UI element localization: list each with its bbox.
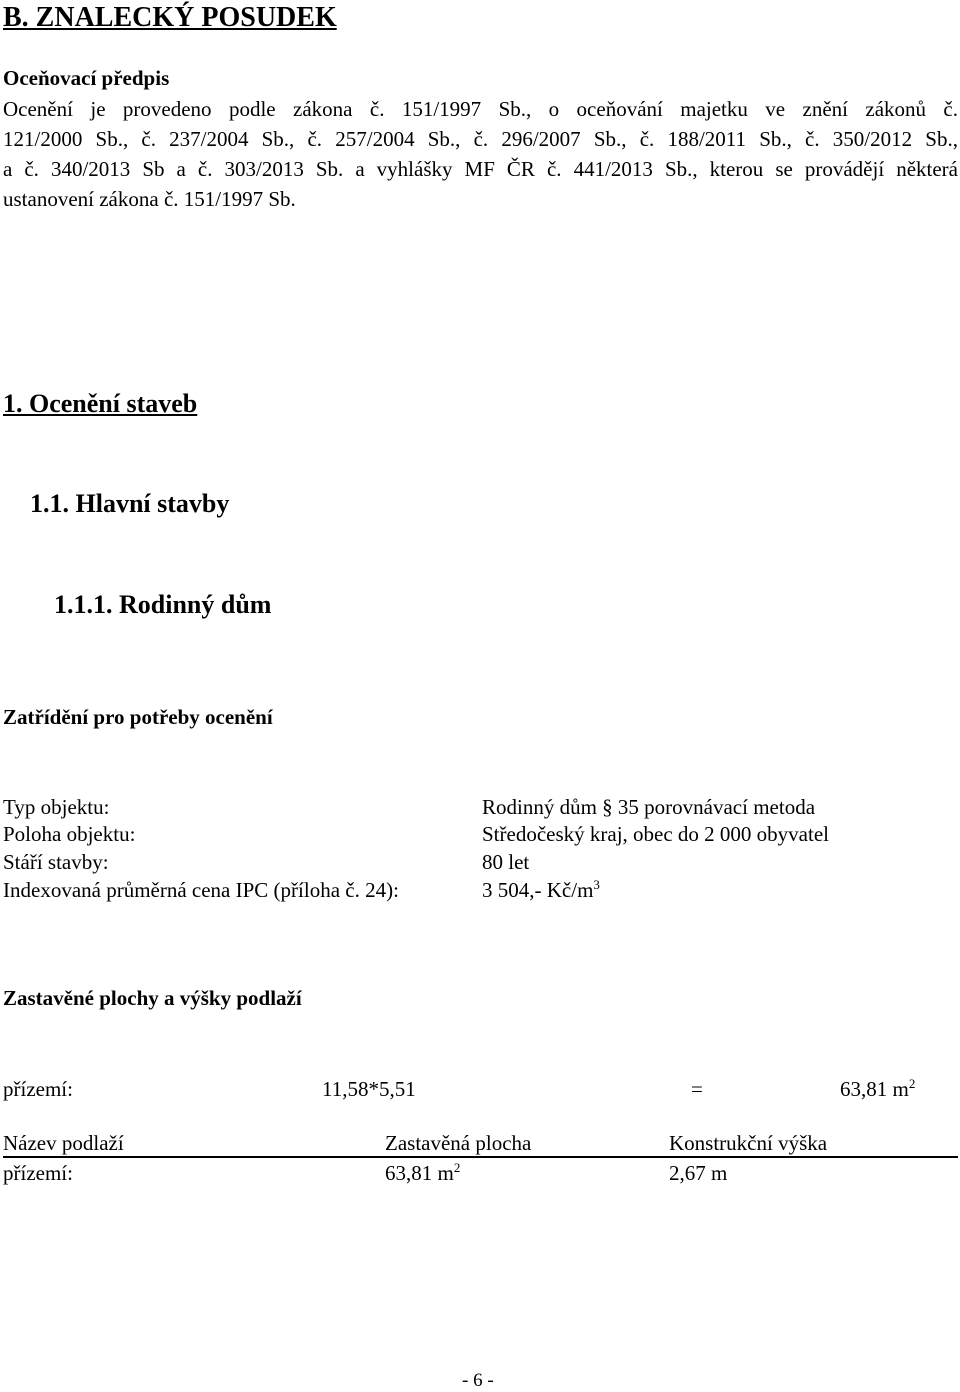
page-number: - 6 - [462, 1370, 494, 1391]
classification-value: 80 let [482, 850, 530, 874]
calc-equals: = [691, 1077, 703, 1101]
calc-result [840, 1077, 915, 1102]
areas-title: Zastavěné plochy a výšky podlaží [3, 986, 302, 1010]
document-heading: B. ZNALECKÝ POSUDEK [3, 2, 337, 33]
table-cell-area [385, 1161, 460, 1186]
calc-result-value: 63,81 m [840, 1077, 909, 1101]
paragraph-line: Ocenění je provedeno podle zákona č. 151/1997 Sb., o oceňování majetku ve znění zákonů č. [3, 97, 958, 121]
ipc-value: 3 504,- Kč/m [482, 878, 594, 902]
section-1-heading: 1. Ocenění staveb [3, 389, 198, 418]
classification-value: Rodinný dům § 35 porovnávací metoda [482, 795, 816, 819]
table-header-floor: Název podlaží [3, 1131, 124, 1155]
paragraph-line: 121/2000 Sb., č. 237/2004 Sb., č. 257/2004 Sb., č. 296/2007 Sb., č. 188/2011 Sb., č. 350/2012 Sb., [3, 127, 958, 151]
table-cell-floor: přízemí: [3, 1161, 73, 1185]
ipc-unit-exponent: 3 [593, 877, 600, 892]
assessment-rule-title: Oceňovací předpis [3, 66, 170, 90]
table-header-height: Konstrukční výška [669, 1131, 828, 1155]
classification-label: Stáří stavby: [3, 850, 109, 874]
table-header-area: Zastavěná plocha [385, 1131, 532, 1155]
classification-label: Poloha objektu: [3, 822, 136, 846]
section-1-1-1-heading: 1.1.1. Rodinný dům [54, 590, 272, 619]
table-cell-area-exponent: 2 [453, 1160, 461, 1175]
table-header-rule [3, 1156, 958, 1158]
table-cell-area-value: 63,81 m [385, 1161, 454, 1185]
paragraph-line: a č. 340/2013 Sb a č. 303/2013 Sb. a vyhlášky MF ČR č. 441/2013 Sb., kterou se provádějí některá [3, 157, 958, 181]
assessment-rule-paragraph [3, 94, 958, 214]
paragraph-line: ustanovení zákona č. 151/1997 Sb. [3, 187, 296, 211]
classification-title: Zatřídění pro potřeby ocenění [3, 705, 273, 729]
classification-value: Středočeský kraj, obec do 2 000 obyvatel [482, 822, 829, 846]
section-1-1-heading: 1.1. Hlavní stavby [30, 489, 230, 518]
classification-value [482, 878, 600, 903]
classification-label: Typ objektu: [3, 795, 110, 819]
calc-label: přízemí: [3, 1077, 73, 1101]
calc-result-exponent: 2 [908, 1076, 916, 1091]
calc-formula: 11,58*5,51 [322, 1077, 416, 1101]
table-cell-height: 2,67 m [669, 1161, 728, 1185]
classification-label: Indexovaná průměrná cena IPC (příloha č. 24): [3, 878, 399, 902]
